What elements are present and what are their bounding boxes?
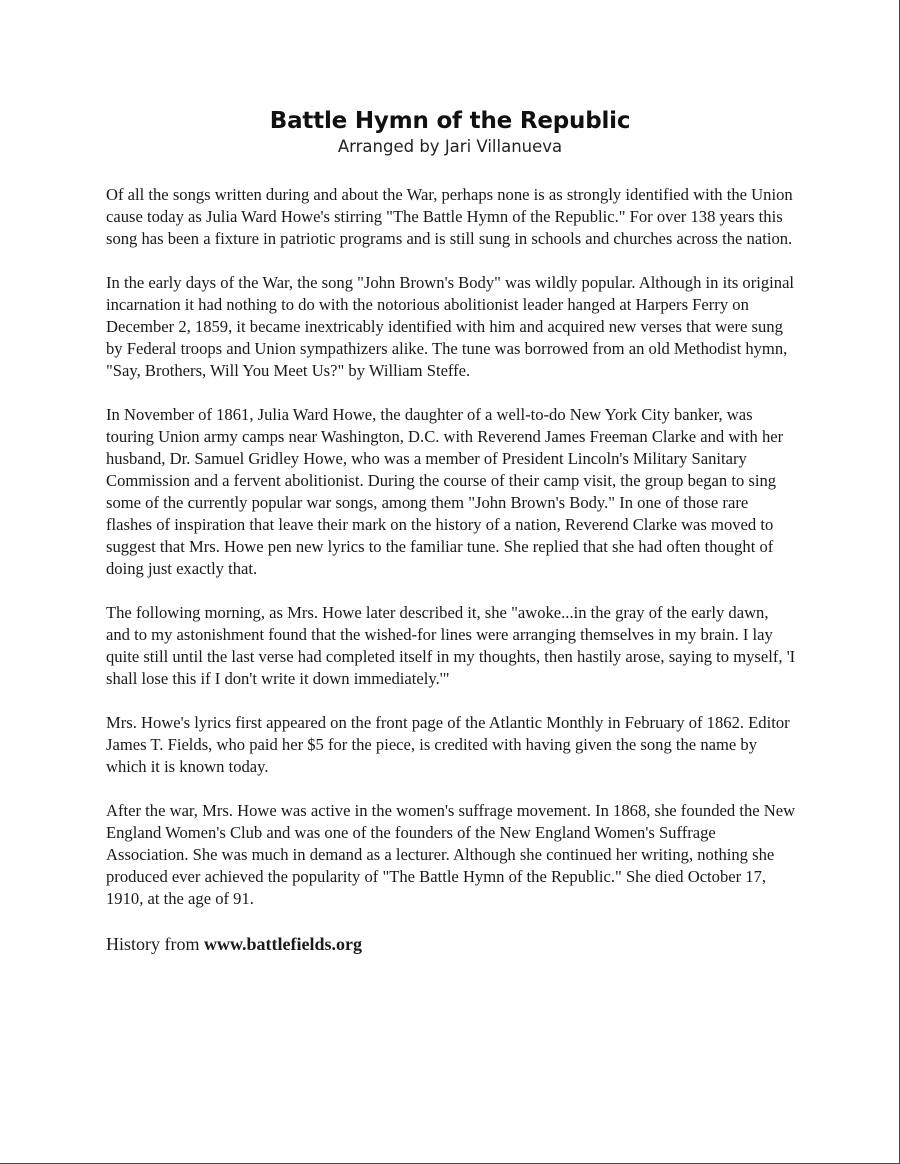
page-subtitle: Arranged by Jari Villanueva xyxy=(337,137,563,156)
history-source-link: www.battlefields.org xyxy=(204,934,362,954)
paragraph-4: The following morning, as Mrs. Howe later described it, she "awoke...in the gray of the early dawn, and to my astonishment found that the wished-for lines were arranging themselves in my brain. I lay quite still until the last verse had completed itself in my thoughts, then hastily arose, saying to myself, 'I shall lose this if I don't write it down immediately.'" xyxy=(106,603,796,688)
history-source-prefix: History from xyxy=(106,934,204,954)
document-header xyxy=(0,106,900,158)
paragraph-3: In November of 1861, Julia Ward Howe, the daughter of a well-to-do New York City banker, was touring Union army camps near Washington, D.C. with Reverend James Freeman Clarke and with her husband, Dr. Samuel Gridley Howe, who was a member of President Lincoln's Military Sanitary Commission and a fervent abolitionist. During the course of their camp visit, the group began to sing some of the currently popular war songs, among them "John Brown's Body." In one of those rare flashes of inspiration that leave their mark on the history of a nation, Reverend Clarke was moved to suggest that Mrs. Howe pen new lyrics to the familiar tune. She replied that she had often thought of doing just exactly that. xyxy=(106,405,784,578)
document-body xyxy=(106,184,796,956)
paragraph-5: Mrs. Howe's lyrics first appeared on the front page of the Atlantic Monthly in February of 1862. Editor James T. Fields, who paid her $5 for the piece, is credited with having given the song the name by which it is known today. xyxy=(106,713,790,776)
paragraph-6: After the war, Mrs. Howe was active in the women's suffrage movement. In 1868, she founded the New England Women's Club and was one of the founders of the New England Women's Suffrage Association. She was much in demand as a lecturer. Although she continued her writing, nothing she produced ever achieved the popularity of "The Battle Hymn of the Republic." She died October 17, 1910, at the age of 91. xyxy=(106,801,796,908)
history-source-line xyxy=(106,932,796,956)
paragraph-2: In the early days of the War, the song "John Brown's Body" was wildly popular. Although in its original incarnation it had nothing to do with the notorious abolitionist leader hanged at Harpers Ferry on December 2, 1859, it became inextricably identified with him and acquired new verses that were sung by Federal troops and Union sympathizers alike. The tune was borrowed from an old Methodist hymn, "Say, Brothers, Will You Meet Us?" by William Steffe. xyxy=(106,273,795,380)
paragraph-1: Of all the songs written during and about the War, perhaps none is as strongly identified with the Union cause today as Julia Ward Howe's stirring "The Battle Hymn of the Republic." For over 138 years this song has been a fixture in patriotic programs and is still sung in schools and churches across the nation. xyxy=(106,185,793,248)
page-title: Battle Hymn of the Republic xyxy=(269,108,631,134)
